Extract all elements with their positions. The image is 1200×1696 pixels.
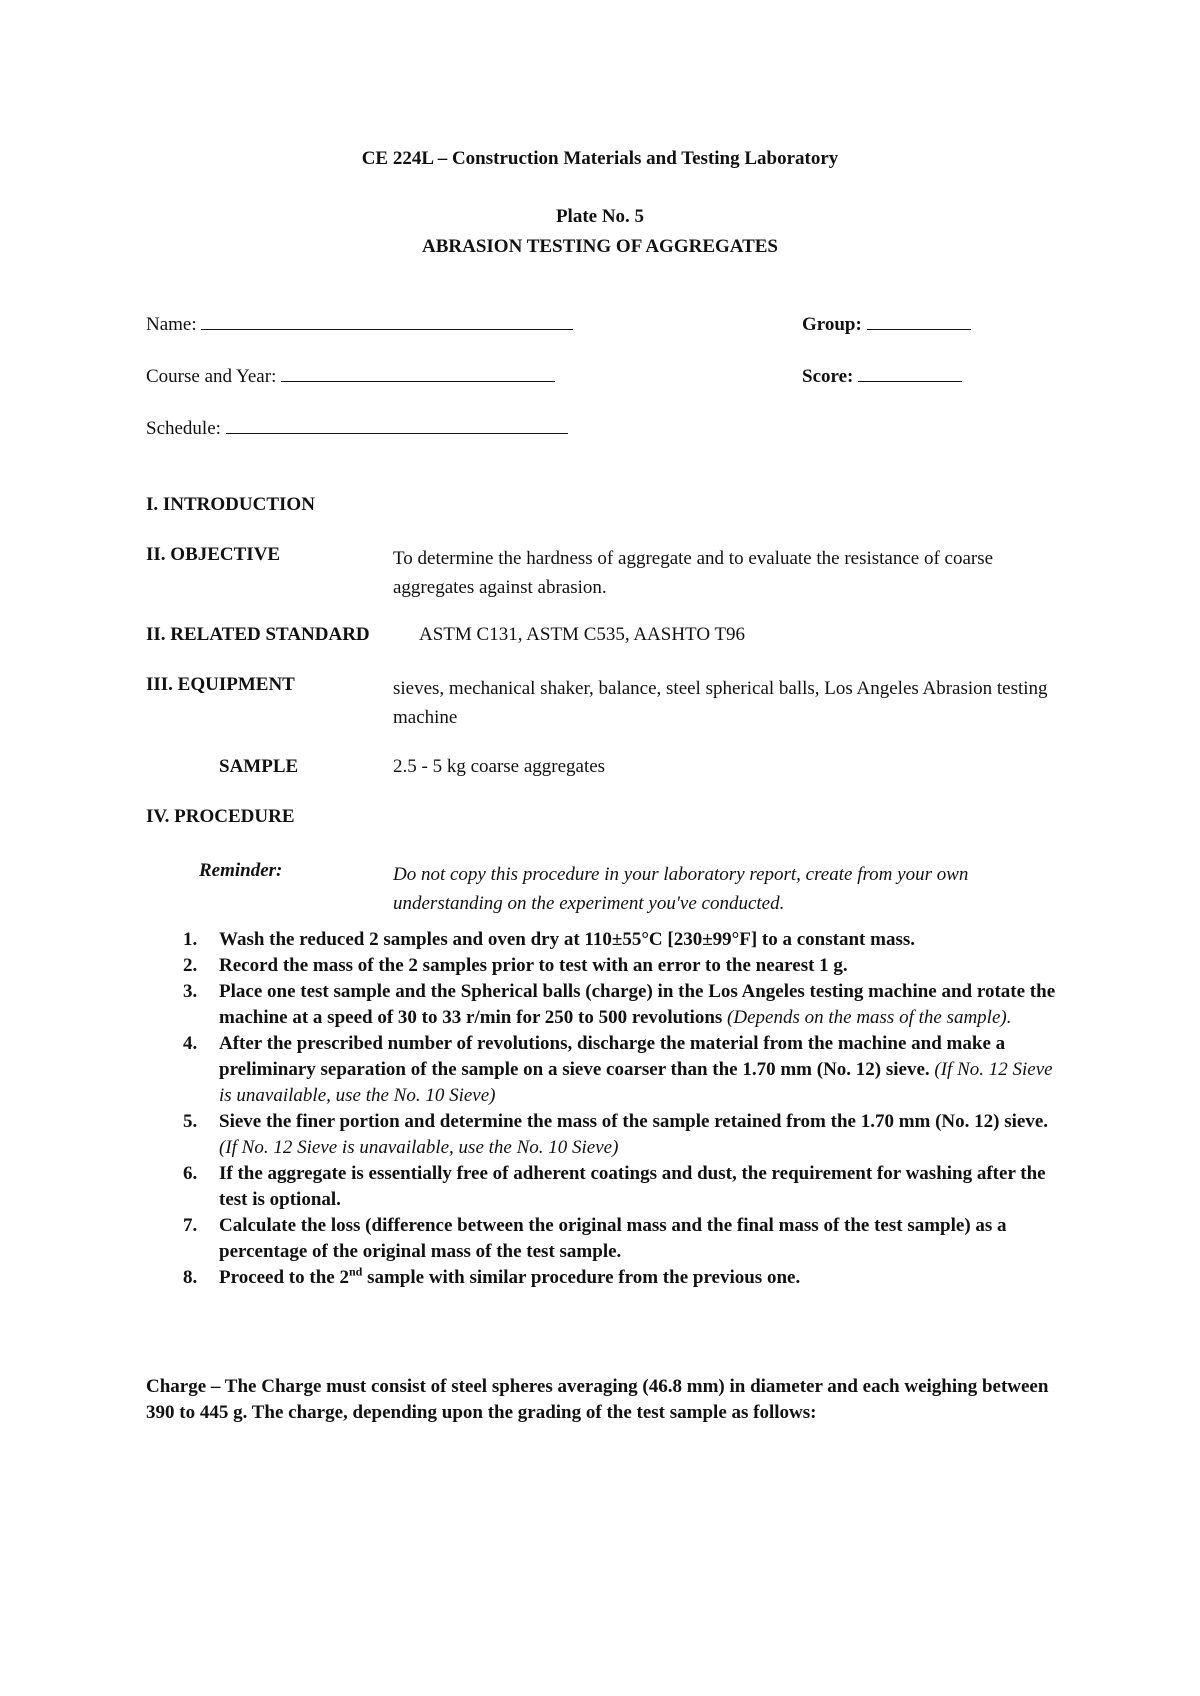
step-text: If the aggregate is essentially free of adherent coatings and dust, the requirement for washing after the test is optional. [219, 1163, 1046, 1210]
step-number: 4. [183, 1033, 198, 1054]
step-text: Calculate the loss (difference between the original mass and the final mass of the test sample) as a percentage of the original mass of the test sample. [219, 1215, 1007, 1262]
equipment-heading: III. EQUIPMENT [146, 674, 295, 695]
step-number: 8. [183, 1267, 198, 1288]
procedure-list [146, 927, 1066, 1291]
reminder-text: Do not copy this procedure in your laboratory report, create from your own understanding on the experiment you've conducted. [393, 864, 969, 914]
step-number: 6. [183, 1163, 198, 1184]
step-text: Record the mass of the 2 samples prior to test with an error to the nearest 1 g. [219, 955, 848, 976]
introduction-heading: I. INTRODUCTION [146, 494, 315, 515]
list-item [146, 1213, 1066, 1265]
step-text: Place one test sample and the Spherical balls (charge) in the Los Angeles testing machine and rotate the machine at a speed of 30 to 33 r/min for 250 to 500 revolutions [219, 981, 1056, 1028]
list-item [146, 1031, 1066, 1109]
group-field[interactable] [802, 314, 971, 336]
course-year-blank[interactable] [281, 380, 555, 382]
schedule-label: Schedule: [146, 418, 221, 439]
list-item [146, 927, 1066, 953]
step-text: Proceed to the 2 [219, 1267, 349, 1288]
list-item [146, 1265, 1066, 1291]
list-item [146, 953, 1066, 979]
related-standard-text: ASTM C131, ASTM C535, AASHTO T96 [419, 624, 746, 645]
list-item [146, 1109, 1066, 1161]
step-text: Wash the reduced 2 samples and oven dry at 110±55°C [230±99°F] to a constant mass. [219, 929, 915, 950]
step-note: (Depends on the mass of the sample). [727, 1007, 1012, 1028]
reminder-label: Reminder: [199, 860, 283, 881]
step-text-continued: sample with similar procedure from the previous one. [362, 1267, 801, 1288]
schedule-blank[interactable] [226, 432, 568, 434]
list-item [146, 1161, 1066, 1213]
score-blank[interactable] [858, 380, 962, 382]
objective-heading: II. OBJECTIVE [146, 544, 281, 565]
procedure-heading: IV. PROCEDURE [146, 806, 295, 827]
step-note: (If No. 12 Sieve is unavailable, use the No. 10 Sieve) [219, 1059, 1053, 1106]
step-number: 5. [183, 1111, 198, 1132]
step-number: 2. [183, 955, 198, 976]
related-standard-heading: II. RELATED STANDARD [146, 624, 370, 645]
charge-paragraph: Charge – The Charge must consist of steel spheres averaging (46.8 mm) in diameter and each weighing between 390 to 445 g. The charge, depending upon the grading of the test sample as follows: [146, 1376, 1049, 1423]
step-text: Sieve the finer portion and determine the mass of the sample retained from the 1.70 mm (No. 12) sieve. [219, 1111, 1049, 1132]
step-note: (If No. 12 Sieve is unavailable, use the No. 10 Sieve) [219, 1137, 619, 1158]
score-field[interactable] [802, 366, 962, 388]
name-field[interactable] [146, 314, 573, 336]
step-number: 1. [183, 929, 198, 950]
plate-number: Plate No. 5 [555, 206, 645, 227]
group-label: Group: [802, 314, 862, 335]
course-title: CE 224L – Construction Materials and Testing Laboratory [361, 148, 839, 169]
group-blank[interactable] [867, 328, 971, 330]
course-year-label: Course and Year: [146, 366, 277, 387]
name-label: Name: [146, 314, 197, 335]
list-item [146, 979, 1066, 1031]
schedule-field[interactable] [146, 418, 568, 440]
equipment-text: sieves, mechanical shaker, balance, steel spherical balls, Los Angeles Abrasion testing machine [393, 678, 1048, 728]
step-text: After the prescribed number of revolutions, discharge the material from the machine and make a preliminary separation of the sample on a sieve coarser than the 1.70 mm (No. 12) sieve. [219, 1033, 1006, 1080]
plate-title: ABRASION TESTING OF AGGREGATES [422, 236, 778, 257]
score-label: Score: [802, 366, 854, 387]
sample-text: 2.5 - 5 kg coarse aggregates [393, 756, 606, 777]
step-number: 3. [183, 981, 198, 1002]
objective-text: To determine the hardness of aggregate and to evaluate the resistance of coarse aggregates against abrasion. [393, 548, 994, 598]
ordinal-suffix: nd [348, 1264, 363, 1279]
sample-heading: SAMPLE [219, 756, 299, 777]
course-year-field[interactable] [146, 366, 555, 388]
name-blank[interactable] [201, 328, 573, 330]
step-number: 7. [183, 1215, 198, 1236]
